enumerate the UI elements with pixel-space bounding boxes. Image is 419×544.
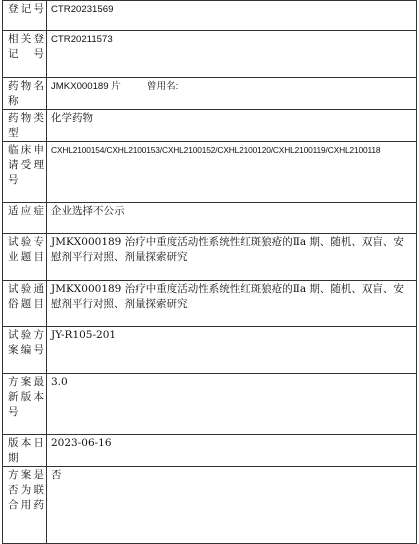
former-name-label: 曾用名: (146, 81, 179, 92)
label-protocol-number: 试验方案编号 (3, 327, 47, 374)
row-drug-type (3, 110, 417, 142)
row-indication (3, 203, 417, 234)
value-version-date: 2023-06-16 (47, 435, 417, 467)
registration-table (2, 0, 417, 544)
value-drug-name (47, 78, 417, 110)
label-related-registration-number: 相关登记号 (3, 31, 47, 78)
drug-name-text: JMKX000189 片 (51, 81, 121, 92)
row-related-registration-number (3, 31, 417, 78)
value-public-title: JMKX000189 治疗中重度活动性系统性红斑狼疮的Ⅱa 期、随机、双盲、安慰剂平行对照、剂量探索研究 (47, 281, 417, 327)
row-combination-drug (3, 467, 417, 544)
row-drug-name (3, 78, 417, 110)
label-public-title: 试验通俗题目 (3, 281, 47, 327)
row-scientific-title (3, 234, 417, 281)
label-scientific-title: 试验专业题目 (3, 234, 47, 281)
label-indication: 适应症 (3, 203, 47, 234)
value-drug-type: 化学药物 (47, 110, 417, 142)
value-combination-drug: 否 (47, 467, 417, 544)
label-combination-drug: 方案是否为联合用药 (3, 467, 47, 544)
value-indication: 企业选择不公示 (47, 203, 417, 234)
row-version-date (3, 435, 417, 467)
label-protocol-version: 方案最新版本号 (3, 374, 47, 435)
label-version-date: 版本日期 (3, 435, 47, 467)
label-registration-number: 登记号 (3, 1, 47, 31)
value-clinical-application-number: CXHL2100154/CXHL2100153/CXHL2100152/CXHL2100120/CXHL2100119/CXHL2100118 (47, 142, 417, 203)
value-protocol-version: 3.0 (47, 374, 417, 435)
value-registration-number: CTR20231569 (47, 1, 417, 31)
row-public-title (3, 281, 417, 327)
label-drug-name: 药物名称 (3, 78, 47, 110)
row-protocol-version (3, 374, 417, 435)
value-protocol-number: JY-R105-201 (47, 327, 417, 374)
row-registration-number (3, 1, 417, 31)
row-protocol-number (3, 327, 417, 374)
value-scientific-title: JMKX000189 治疗中重度活动性系统性红斑狼疮的Ⅱa 期、随机、双盲、安慰剂平行对照、剂量探索研究 (47, 234, 417, 281)
label-clinical-application-number: 临床申请受理号 (3, 142, 47, 203)
row-clinical-application-number (3, 142, 417, 203)
label-drug-type: 药物类型 (3, 110, 47, 142)
value-related-registration-number: CTR20211573 (47, 31, 417, 78)
